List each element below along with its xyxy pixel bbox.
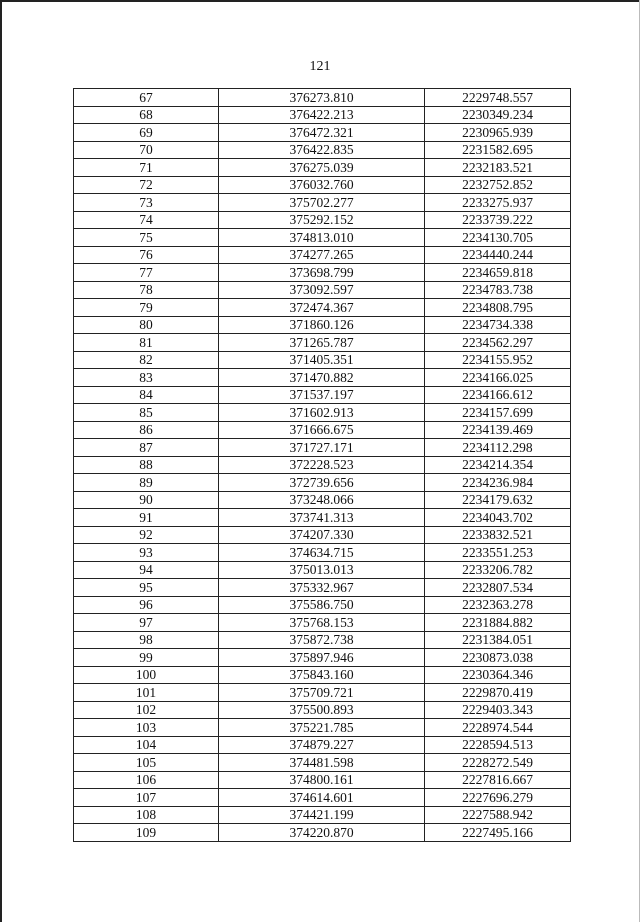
point-number-cell: 86 xyxy=(74,421,219,439)
y-coordinate-cell: 2231884.882 xyxy=(425,614,571,632)
point-number-cell: 96 xyxy=(74,596,219,614)
x-coordinate-cell: 372474.367 xyxy=(219,299,425,317)
x-coordinate-cell: 375843.160 xyxy=(219,666,425,684)
x-coordinate-cell: 374207.330 xyxy=(219,526,425,544)
table-row xyxy=(74,579,571,597)
x-coordinate-cell: 375897.946 xyxy=(219,649,425,667)
table-row xyxy=(74,404,571,422)
table-row xyxy=(74,124,571,142)
x-coordinate-cell: 374421.199 xyxy=(219,806,425,824)
y-coordinate-cell: 2233832.521 xyxy=(425,526,571,544)
table-row xyxy=(74,684,571,702)
y-coordinate-cell: 2229403.343 xyxy=(425,701,571,719)
x-coordinate-cell: 372739.656 xyxy=(219,474,425,492)
table-row xyxy=(74,159,571,177)
point-number-cell: 76 xyxy=(74,246,219,264)
y-coordinate-cell: 2233275.937 xyxy=(425,194,571,212)
point-number-cell: 107 xyxy=(74,789,219,807)
point-number-cell: 103 xyxy=(74,719,219,737)
table-row xyxy=(74,719,571,737)
y-coordinate-cell: 2234236.984 xyxy=(425,474,571,492)
point-number-cell: 108 xyxy=(74,806,219,824)
point-number-cell: 102 xyxy=(74,701,219,719)
table-row xyxy=(74,194,571,212)
table-row xyxy=(74,474,571,492)
x-coordinate-cell: 371265.787 xyxy=(219,334,425,352)
y-coordinate-cell: 2234157.699 xyxy=(425,404,571,422)
point-number-cell: 89 xyxy=(74,474,219,492)
y-coordinate-cell: 2230873.038 xyxy=(425,649,571,667)
point-number-cell: 74 xyxy=(74,211,219,229)
table-row xyxy=(74,334,571,352)
y-coordinate-cell: 2228272.549 xyxy=(425,754,571,772)
point-number-cell: 88 xyxy=(74,456,219,474)
x-coordinate-cell: 375872.738 xyxy=(219,631,425,649)
table-row xyxy=(74,806,571,824)
table-row xyxy=(74,386,571,404)
y-coordinate-cell: 2234166.612 xyxy=(425,386,571,404)
x-coordinate-cell: 374481.598 xyxy=(219,754,425,772)
table-row xyxy=(74,649,571,667)
page-top-edge xyxy=(0,0,640,2)
table-row xyxy=(74,369,571,387)
y-coordinate-cell: 2230349.234 xyxy=(425,106,571,124)
coordinates-table xyxy=(73,88,571,842)
point-number-cell: 68 xyxy=(74,106,219,124)
point-number-cell: 95 xyxy=(74,579,219,597)
x-coordinate-cell: 371537.197 xyxy=(219,386,425,404)
point-number-cell: 109 xyxy=(74,824,219,842)
point-number-cell: 75 xyxy=(74,229,219,247)
point-number-cell: 92 xyxy=(74,526,219,544)
point-number-cell: 100 xyxy=(74,666,219,684)
x-coordinate-cell: 375500.893 xyxy=(219,701,425,719)
y-coordinate-cell: 2229870.419 xyxy=(425,684,571,702)
x-coordinate-cell: 374813.010 xyxy=(219,229,425,247)
x-coordinate-cell: 374614.601 xyxy=(219,789,425,807)
x-coordinate-cell: 374634.715 xyxy=(219,544,425,562)
point-number-cell: 98 xyxy=(74,631,219,649)
y-coordinate-cell: 2234179.632 xyxy=(425,491,571,509)
table-row xyxy=(74,631,571,649)
x-coordinate-cell: 372228.523 xyxy=(219,456,425,474)
x-coordinate-cell: 374220.870 xyxy=(219,824,425,842)
y-coordinate-cell: 2234659.818 xyxy=(425,264,571,282)
x-coordinate-cell: 374277.265 xyxy=(219,246,425,264)
point-number-cell: 80 xyxy=(74,316,219,334)
point-number-cell: 90 xyxy=(74,491,219,509)
table-row xyxy=(74,246,571,264)
table-row xyxy=(74,789,571,807)
point-number-cell: 83 xyxy=(74,369,219,387)
table-row xyxy=(74,176,571,194)
point-number-cell: 104 xyxy=(74,736,219,754)
x-coordinate-cell: 375013.013 xyxy=(219,561,425,579)
point-number-cell: 81 xyxy=(74,334,219,352)
x-coordinate-cell: 376422.213 xyxy=(219,106,425,124)
point-number-cell: 94 xyxy=(74,561,219,579)
table-row xyxy=(74,421,571,439)
y-coordinate-cell: 2231384.051 xyxy=(425,631,571,649)
y-coordinate-cell: 2234112.298 xyxy=(425,439,571,457)
table-row xyxy=(74,666,571,684)
point-number-cell: 84 xyxy=(74,386,219,404)
y-coordinate-cell: 2234440.244 xyxy=(425,246,571,264)
x-coordinate-cell: 371666.675 xyxy=(219,421,425,439)
x-coordinate-cell: 375221.785 xyxy=(219,719,425,737)
table-row xyxy=(74,544,571,562)
point-number-cell: 97 xyxy=(74,614,219,632)
page-number: 121 xyxy=(309,59,331,74)
y-coordinate-cell: 2234166.025 xyxy=(425,369,571,387)
point-number-cell: 93 xyxy=(74,544,219,562)
table-row xyxy=(74,211,571,229)
x-coordinate-cell: 376472.321 xyxy=(219,124,425,142)
y-coordinate-cell: 2228594.513 xyxy=(425,736,571,754)
x-coordinate-cell: 375586.750 xyxy=(219,596,425,614)
point-number-cell: 73 xyxy=(74,194,219,212)
table-row xyxy=(74,754,571,772)
x-coordinate-cell: 371860.126 xyxy=(219,316,425,334)
point-number-cell: 77 xyxy=(74,264,219,282)
point-number-cell: 72 xyxy=(74,176,219,194)
x-coordinate-cell: 371470.882 xyxy=(219,369,425,387)
point-number-cell: 87 xyxy=(74,439,219,457)
y-coordinate-cell: 2231582.695 xyxy=(425,141,571,159)
point-number-cell: 82 xyxy=(74,351,219,369)
y-coordinate-cell: 2232363.278 xyxy=(425,596,571,614)
x-coordinate-cell: 375768.153 xyxy=(219,614,425,632)
table-row xyxy=(74,106,571,124)
table-row xyxy=(74,824,571,842)
y-coordinate-cell: 2234734.338 xyxy=(425,316,571,334)
x-coordinate-cell: 376422.835 xyxy=(219,141,425,159)
table-row xyxy=(74,736,571,754)
point-number-cell: 105 xyxy=(74,754,219,772)
y-coordinate-cell: 2234130.705 xyxy=(425,229,571,247)
table-row xyxy=(74,456,571,474)
x-coordinate-cell: 375709.721 xyxy=(219,684,425,702)
point-number-cell: 70 xyxy=(74,141,219,159)
page-left-edge xyxy=(0,0,2,922)
table-row xyxy=(74,141,571,159)
y-coordinate-cell: 2227696.279 xyxy=(425,789,571,807)
table-row xyxy=(74,439,571,457)
point-number-cell: 69 xyxy=(74,124,219,142)
point-number-cell: 91 xyxy=(74,509,219,527)
x-coordinate-cell: 373248.066 xyxy=(219,491,425,509)
y-coordinate-cell: 2234808.795 xyxy=(425,299,571,317)
table-row xyxy=(74,561,571,579)
x-coordinate-cell: 373698.799 xyxy=(219,264,425,282)
table-row xyxy=(74,229,571,247)
y-coordinate-cell: 2234043.702 xyxy=(425,509,571,527)
point-number-cell: 79 xyxy=(74,299,219,317)
table-row xyxy=(74,316,571,334)
point-number-cell: 71 xyxy=(74,159,219,177)
y-coordinate-cell: 2234139.469 xyxy=(425,421,571,439)
x-coordinate-cell: 376032.760 xyxy=(219,176,425,194)
x-coordinate-cell: 374879.227 xyxy=(219,736,425,754)
table-row xyxy=(74,351,571,369)
table-row xyxy=(74,281,571,299)
x-coordinate-cell: 375702.277 xyxy=(219,194,425,212)
y-coordinate-cell: 2234155.952 xyxy=(425,351,571,369)
table-row xyxy=(74,526,571,544)
y-coordinate-cell: 2229748.557 xyxy=(425,89,571,107)
table-row xyxy=(74,491,571,509)
y-coordinate-cell: 2230364.346 xyxy=(425,666,571,684)
table-row xyxy=(74,299,571,317)
y-coordinate-cell: 2228974.544 xyxy=(425,719,571,737)
table-row xyxy=(74,509,571,527)
y-coordinate-cell: 2233739.222 xyxy=(425,211,571,229)
x-coordinate-cell: 371602.913 xyxy=(219,404,425,422)
x-coordinate-cell: 375292.152 xyxy=(219,211,425,229)
y-coordinate-cell: 2234562.297 xyxy=(425,334,571,352)
y-coordinate-cell: 2227495.166 xyxy=(425,824,571,842)
x-coordinate-cell: 375332.967 xyxy=(219,579,425,597)
x-coordinate-cell: 374800.161 xyxy=(219,771,425,789)
y-coordinate-cell: 2232752.852 xyxy=(425,176,571,194)
table-row xyxy=(74,264,571,282)
point-number-cell: 78 xyxy=(74,281,219,299)
point-number-cell: 85 xyxy=(74,404,219,422)
table-row xyxy=(74,771,571,789)
y-coordinate-cell: 2233206.782 xyxy=(425,561,571,579)
point-number-cell: 67 xyxy=(74,89,219,107)
point-number-cell: 106 xyxy=(74,771,219,789)
table-row xyxy=(74,89,571,107)
table-row xyxy=(74,614,571,632)
y-coordinate-cell: 2234214.354 xyxy=(425,456,571,474)
x-coordinate-cell: 376273.810 xyxy=(219,89,425,107)
x-coordinate-cell: 376275.039 xyxy=(219,159,425,177)
y-coordinate-cell: 2230965.939 xyxy=(425,124,571,142)
y-coordinate-cell: 2233551.253 xyxy=(425,544,571,562)
table-row xyxy=(74,701,571,719)
y-coordinate-cell: 2227588.942 xyxy=(425,806,571,824)
coordinates-table-body xyxy=(74,89,571,842)
y-coordinate-cell: 2232183.521 xyxy=(425,159,571,177)
x-coordinate-cell: 371727.171 xyxy=(219,439,425,457)
x-coordinate-cell: 373092.597 xyxy=(219,281,425,299)
y-coordinate-cell: 2234783.738 xyxy=(425,281,571,299)
x-coordinate-cell: 371405.351 xyxy=(219,351,425,369)
x-coordinate-cell: 373741.313 xyxy=(219,509,425,527)
point-number-cell: 101 xyxy=(74,684,219,702)
y-coordinate-cell: 2227816.667 xyxy=(425,771,571,789)
y-coordinate-cell: 2232807.534 xyxy=(425,579,571,597)
point-number-cell: 99 xyxy=(74,649,219,667)
table-row xyxy=(74,596,571,614)
